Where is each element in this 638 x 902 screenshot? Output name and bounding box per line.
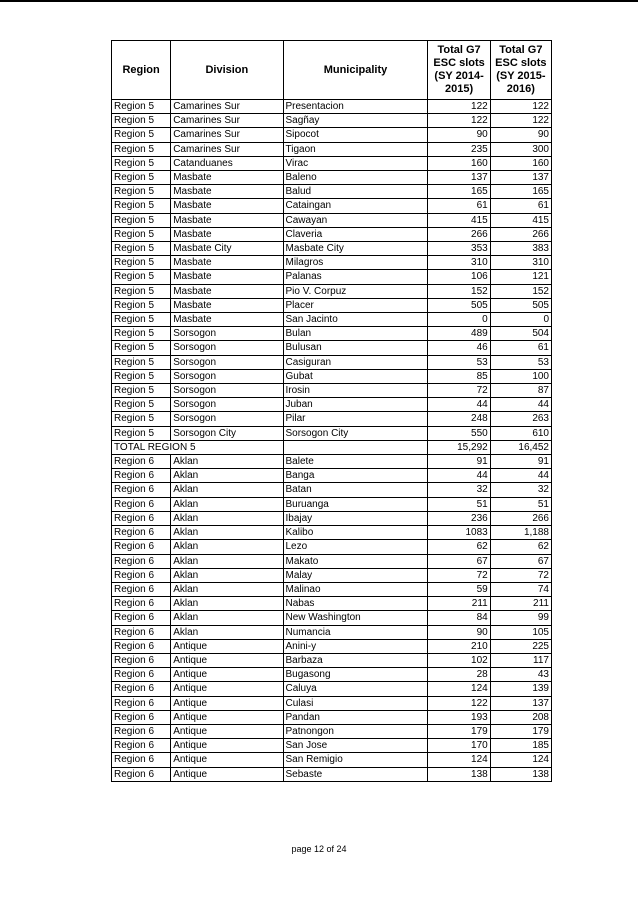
- region-cell: Region 6: [112, 554, 171, 568]
- municipality-cell: San Remigio: [283, 753, 428, 767]
- municipality-cell: Presentacion: [283, 100, 428, 114]
- header-division: Division: [171, 41, 283, 100]
- slots-2014-cell: 193: [428, 710, 490, 724]
- slots-2014-cell: 505: [428, 298, 490, 312]
- slots-2014-cell: 550: [428, 426, 490, 440]
- region-cell: Region 5: [112, 341, 171, 355]
- division-cell: Camarines Sur: [171, 114, 283, 128]
- division-cell: Antique: [171, 696, 283, 710]
- table-row: [112, 114, 552, 128]
- table-row: [112, 540, 552, 554]
- slots-2014-cell: 235: [428, 142, 490, 156]
- division-cell: Sorsogon: [171, 327, 283, 341]
- slots-2015-cell: 91: [490, 455, 551, 469]
- municipality-cell: Bulan: [283, 327, 428, 341]
- division-cell: Aklan: [171, 554, 283, 568]
- municipality-cell: Pilar: [283, 412, 428, 426]
- municipality-cell: Milagros: [283, 256, 428, 270]
- municipality-cell: Baleno: [283, 171, 428, 185]
- municipality-cell: Sipocot: [283, 128, 428, 142]
- slots-2015-cell: 263: [490, 412, 551, 426]
- slots-2015-cell: 610: [490, 426, 551, 440]
- table-row: [112, 171, 552, 185]
- slots-2014-cell: 353: [428, 242, 490, 256]
- slots-2015-cell: 124: [490, 753, 551, 767]
- division-cell: Camarines Sur: [171, 142, 283, 156]
- table-row: [112, 185, 552, 199]
- table-row: [112, 355, 552, 369]
- division-cell: Sorsogon: [171, 369, 283, 383]
- table-row: [112, 526, 552, 540]
- table-row: [112, 128, 552, 142]
- slots-2014-cell: 1083: [428, 526, 490, 540]
- division-cell: Aklan: [171, 540, 283, 554]
- slots-2015-cell: 62: [490, 540, 551, 554]
- division-cell: Antique: [171, 682, 283, 696]
- table-row: [112, 597, 552, 611]
- slots-2014-cell: 84: [428, 611, 490, 625]
- table-row: [112, 412, 552, 426]
- division-cell: Antique: [171, 653, 283, 667]
- region-cell: Region 5: [112, 327, 171, 341]
- region-cell: Region 5: [112, 100, 171, 114]
- slots-2015-cell: 139: [490, 682, 551, 696]
- slots-2015-cell: 99: [490, 611, 551, 625]
- slots-2015-cell: 415: [490, 213, 551, 227]
- header-slots-2014: Total G7 ESC slots (SY 2014-2015): [428, 41, 490, 100]
- region-cell: Region 6: [112, 639, 171, 653]
- table-row: [112, 369, 552, 383]
- slots-2015-cell: 121: [490, 270, 551, 284]
- division-cell: Antique: [171, 739, 283, 753]
- table-row: [112, 554, 552, 568]
- region-cell: Region 5: [112, 128, 171, 142]
- division-cell: Aklan: [171, 483, 283, 497]
- slots-2014-cell: 122: [428, 696, 490, 710]
- slots-2014-cell: 266: [428, 227, 490, 241]
- esc-slots-table: [111, 40, 552, 782]
- slots-2014-cell: 415: [428, 213, 490, 227]
- slots-2015-cell: 87: [490, 384, 551, 398]
- municipality-cell: Batan: [283, 483, 428, 497]
- slots-2015-cell: 310: [490, 256, 551, 270]
- region-cell: Region 6: [112, 710, 171, 724]
- division-cell: Antique: [171, 724, 283, 738]
- slots-2015-cell: 505: [490, 298, 551, 312]
- municipality-cell: Sagñay: [283, 114, 428, 128]
- slots-2014-cell: 137: [428, 171, 490, 185]
- slots-2014-cell: 44: [428, 398, 490, 412]
- region-cell: Region 5: [112, 284, 171, 298]
- slots-2014-cell: 90: [428, 625, 490, 639]
- municipality-cell: San Jacinto: [283, 313, 428, 327]
- municipality-cell: Kalibo: [283, 526, 428, 540]
- division-cell: Catanduanes: [171, 156, 283, 170]
- slots-2015-cell: 67: [490, 554, 551, 568]
- region-cell: Region 6: [112, 455, 171, 469]
- slots-2015-cell: 117: [490, 653, 551, 667]
- slots-2014-cell: 124: [428, 682, 490, 696]
- slots-2014-cell: 53: [428, 355, 490, 369]
- region-cell: Region 5: [112, 355, 171, 369]
- region-cell: Region 5: [112, 227, 171, 241]
- slots-2014-cell: 28: [428, 668, 490, 682]
- division-cell: Aklan: [171, 611, 283, 625]
- slots-2014-cell: 59: [428, 582, 490, 596]
- table-row: [112, 497, 552, 511]
- table-row: [112, 710, 552, 724]
- table-row: [112, 568, 552, 582]
- region-cell: Region 5: [112, 171, 171, 185]
- empty-cell: [283, 440, 428, 454]
- table-row: [112, 199, 552, 213]
- municipality-cell: Nabas: [283, 597, 428, 611]
- division-cell: Aklan: [171, 582, 283, 596]
- slots-2014-cell: 170: [428, 739, 490, 753]
- slots-2015-cell: 165: [490, 185, 551, 199]
- region-cell: Region 5: [112, 313, 171, 327]
- region-cell: Region 6: [112, 696, 171, 710]
- municipality-cell: Lezo: [283, 540, 428, 554]
- division-cell: Sorsogon: [171, 384, 283, 398]
- table-row: [112, 270, 552, 284]
- municipality-cell: Bugasong: [283, 668, 428, 682]
- region-cell: Region 5: [112, 213, 171, 227]
- division-cell: Antique: [171, 639, 283, 653]
- region-cell: Region 6: [112, 483, 171, 497]
- slots-2014-cell: 91: [428, 455, 490, 469]
- table-row: [112, 767, 552, 781]
- region-cell: Region 5: [112, 426, 171, 440]
- division-cell: Antique: [171, 710, 283, 724]
- municipality-cell: Cawayan: [283, 213, 428, 227]
- slots-2014-cell: 138: [428, 767, 490, 781]
- division-cell: Sorsogon: [171, 398, 283, 412]
- slots-2015-cell: 300: [490, 142, 551, 156]
- slots-2015-cell: 44: [490, 469, 551, 483]
- division-cell: Masbate: [171, 298, 283, 312]
- region-cell: Region 6: [112, 724, 171, 738]
- slots-2014-cell: 67: [428, 554, 490, 568]
- region-cell: Region 6: [112, 469, 171, 483]
- region-cell: Region 6: [112, 753, 171, 767]
- total-label-cell: TOTAL REGION 5: [112, 440, 284, 454]
- region-cell: Region 6: [112, 497, 171, 511]
- table-row: [112, 582, 552, 596]
- division-cell: Antique: [171, 753, 283, 767]
- municipality-cell: Sorsogon City: [283, 426, 428, 440]
- slots-2014-cell: 61: [428, 199, 490, 213]
- table-row: [112, 639, 552, 653]
- slots-2015-cell: 61: [490, 341, 551, 355]
- region-cell: Region 5: [112, 384, 171, 398]
- table-row: [112, 242, 552, 256]
- table-body: [112, 100, 552, 782]
- division-cell: Masbate City: [171, 242, 283, 256]
- slots-2015-cell: 16,452: [490, 440, 551, 454]
- division-cell: Masbate: [171, 227, 283, 241]
- slots-2014-cell: 62: [428, 540, 490, 554]
- municipality-cell: Pandan: [283, 710, 428, 724]
- region-cell: Region 5: [112, 142, 171, 156]
- slots-2015-cell: 61: [490, 199, 551, 213]
- municipality-cell: Banga: [283, 469, 428, 483]
- total-row: [112, 440, 552, 454]
- slots-2015-cell: 138: [490, 767, 551, 781]
- municipality-cell: Barbaza: [283, 653, 428, 667]
- table-row: [112, 213, 552, 227]
- municipality-cell: Patnongon: [283, 724, 428, 738]
- region-cell: Region 6: [112, 582, 171, 596]
- table-row: [112, 398, 552, 412]
- table-row: [112, 611, 552, 625]
- slots-2015-cell: 266: [490, 227, 551, 241]
- region-cell: Region 6: [112, 682, 171, 696]
- slots-2014-cell: 124: [428, 753, 490, 767]
- region-cell: Region 6: [112, 511, 171, 525]
- division-cell: Masbate: [171, 284, 283, 298]
- slots-2015-cell: 137: [490, 696, 551, 710]
- slots-2014-cell: 106: [428, 270, 490, 284]
- table-row: [112, 156, 552, 170]
- region-cell: Region 5: [112, 412, 171, 426]
- table-row: [112, 696, 552, 710]
- header-region: Region: [112, 41, 171, 100]
- municipality-cell: Claveria: [283, 227, 428, 241]
- table-row: [112, 668, 552, 682]
- table-row: [112, 384, 552, 398]
- slots-2015-cell: 211: [490, 597, 551, 611]
- slots-2014-cell: 72: [428, 568, 490, 582]
- slots-2015-cell: 0: [490, 313, 551, 327]
- slots-2015-cell: 160: [490, 156, 551, 170]
- division-cell: Masbate: [171, 270, 283, 284]
- region-cell: Region 6: [112, 568, 171, 582]
- division-cell: Aklan: [171, 597, 283, 611]
- division-cell: Aklan: [171, 625, 283, 639]
- page-number: page 12 of 24: [291, 844, 347, 854]
- division-cell: Sorsogon: [171, 412, 283, 426]
- municipality-cell: Caluya: [283, 682, 428, 696]
- region-cell: Region 6: [112, 625, 171, 639]
- division-cell: Masbate: [171, 313, 283, 327]
- slots-2015-cell: 1,188: [490, 526, 551, 540]
- municipality-cell: Gubat: [283, 369, 428, 383]
- slots-2014-cell: 152: [428, 284, 490, 298]
- table-header: [112, 41, 552, 100]
- region-cell: Region 6: [112, 668, 171, 682]
- municipality-cell: New Washington: [283, 611, 428, 625]
- slots-2015-cell: 185: [490, 739, 551, 753]
- municipality-cell: Irosin: [283, 384, 428, 398]
- division-cell: Masbate: [171, 199, 283, 213]
- slots-2014-cell: 236: [428, 511, 490, 525]
- division-cell: Masbate: [171, 213, 283, 227]
- slots-2014-cell: 489: [428, 327, 490, 341]
- slots-2014-cell: 210: [428, 639, 490, 653]
- municipality-cell: Numancia: [283, 625, 428, 639]
- division-cell: Aklan: [171, 511, 283, 525]
- slots-2014-cell: 102: [428, 653, 490, 667]
- municipality-cell: Balud: [283, 185, 428, 199]
- slots-2015-cell: 383: [490, 242, 551, 256]
- municipality-cell: Ibajay: [283, 511, 428, 525]
- municipality-cell: Placer: [283, 298, 428, 312]
- division-cell: Aklan: [171, 497, 283, 511]
- slots-2015-cell: 266: [490, 511, 551, 525]
- municipality-cell: Bulusan: [283, 341, 428, 355]
- region-cell: Region 5: [112, 185, 171, 199]
- slots-2014-cell: 122: [428, 100, 490, 114]
- slots-2015-cell: 44: [490, 398, 551, 412]
- region-cell: Region 5: [112, 369, 171, 383]
- slots-2015-cell: 105: [490, 625, 551, 639]
- municipality-cell: Palanas: [283, 270, 428, 284]
- slots-2015-cell: 100: [490, 369, 551, 383]
- slots-2014-cell: 51: [428, 497, 490, 511]
- slots-2015-cell: 51: [490, 497, 551, 511]
- slots-2014-cell: 211: [428, 597, 490, 611]
- division-cell: Camarines Sur: [171, 128, 283, 142]
- table-row: [112, 426, 552, 440]
- division-cell: Sorsogon: [171, 355, 283, 369]
- table-row: [112, 469, 552, 483]
- table-row: [112, 682, 552, 696]
- slots-2014-cell: 85: [428, 369, 490, 383]
- slots-2015-cell: 72: [490, 568, 551, 582]
- slots-2014-cell: 165: [428, 185, 490, 199]
- region-cell: Region 6: [112, 526, 171, 540]
- region-cell: Region 5: [112, 114, 171, 128]
- slots-2015-cell: 74: [490, 582, 551, 596]
- slots-2014-cell: 44: [428, 469, 490, 483]
- slots-2015-cell: 208: [490, 710, 551, 724]
- municipality-cell: Malinao: [283, 582, 428, 596]
- municipality-cell: Culasi: [283, 696, 428, 710]
- table-row: [112, 653, 552, 667]
- division-cell: Antique: [171, 668, 283, 682]
- slots-2014-cell: 122: [428, 114, 490, 128]
- slots-2015-cell: 122: [490, 114, 551, 128]
- table-row: [112, 483, 552, 497]
- table-row: [112, 753, 552, 767]
- region-cell: Region 6: [112, 611, 171, 625]
- region-cell: Region 6: [112, 653, 171, 667]
- division-cell: Camarines Sur: [171, 100, 283, 114]
- table-row: [112, 100, 552, 114]
- slots-2014-cell: 0: [428, 313, 490, 327]
- municipality-cell: Buruanga: [283, 497, 428, 511]
- slots-2015-cell: 90: [490, 128, 551, 142]
- slots-2014-cell: 46: [428, 341, 490, 355]
- slots-2015-cell: 32: [490, 483, 551, 497]
- slots-2014-cell: 310: [428, 256, 490, 270]
- region-cell: Region 6: [112, 739, 171, 753]
- table-row: [112, 455, 552, 469]
- division-cell: Aklan: [171, 526, 283, 540]
- region-cell: Region 5: [112, 199, 171, 213]
- header-slots-2015: Total G7 ESC slots (SY 2015-2016): [490, 41, 551, 100]
- table-row: [112, 227, 552, 241]
- slots-2014-cell: 15,292: [428, 440, 490, 454]
- region-cell: Region 6: [112, 767, 171, 781]
- region-cell: Region 5: [112, 156, 171, 170]
- region-cell: Region 5: [112, 270, 171, 284]
- division-cell: Sorsogon: [171, 341, 283, 355]
- slots-2015-cell: 137: [490, 171, 551, 185]
- slots-2015-cell: 53: [490, 355, 551, 369]
- table-row: [112, 724, 552, 738]
- division-cell: Aklan: [171, 455, 283, 469]
- slots-2014-cell: 32: [428, 483, 490, 497]
- table-row: [112, 256, 552, 270]
- table-row: [112, 284, 552, 298]
- municipality-cell: Tigaon: [283, 142, 428, 156]
- municipality-cell: Cataingan: [283, 199, 428, 213]
- division-cell: Aklan: [171, 469, 283, 483]
- municipality-cell: Masbate City: [283, 242, 428, 256]
- slots-2014-cell: 90: [428, 128, 490, 142]
- municipality-cell: Makato: [283, 554, 428, 568]
- slots-2014-cell: 248: [428, 412, 490, 426]
- slots-2014-cell: 72: [428, 384, 490, 398]
- municipality-cell: Balete: [283, 455, 428, 469]
- municipality-cell: Virac: [283, 156, 428, 170]
- table-row: [112, 327, 552, 341]
- table-row: [112, 739, 552, 753]
- region-cell: Region 5: [112, 298, 171, 312]
- table-row: [112, 298, 552, 312]
- region-cell: Region 5: [112, 256, 171, 270]
- slots-2015-cell: 122: [490, 100, 551, 114]
- header-municipality: Municipality: [283, 41, 428, 100]
- region-cell: Region 6: [112, 597, 171, 611]
- slots-2015-cell: 43: [490, 668, 551, 682]
- division-cell: Aklan: [171, 568, 283, 582]
- region-cell: Region 5: [112, 242, 171, 256]
- division-cell: Masbate: [171, 185, 283, 199]
- slots-2015-cell: 225: [490, 639, 551, 653]
- municipality-cell: Malay: [283, 568, 428, 582]
- municipality-cell: Anini-y: [283, 639, 428, 653]
- slots-2015-cell: 179: [490, 724, 551, 738]
- division-cell: Sorsogon City: [171, 426, 283, 440]
- division-cell: Antique: [171, 767, 283, 781]
- municipality-cell: Sebaste: [283, 767, 428, 781]
- slots-2014-cell: 179: [428, 724, 490, 738]
- municipality-cell: Casiguran: [283, 355, 428, 369]
- table-row: [112, 511, 552, 525]
- table-row: [112, 142, 552, 156]
- municipality-cell: Pio V. Corpuz: [283, 284, 428, 298]
- table-row: [112, 313, 552, 327]
- table-row: [112, 341, 552, 355]
- region-cell: Region 5: [112, 398, 171, 412]
- table-row: [112, 625, 552, 639]
- top-rule: [0, 0, 638, 2]
- division-cell: Masbate: [171, 256, 283, 270]
- slots-2015-cell: 152: [490, 284, 551, 298]
- municipality-cell: San Jose: [283, 739, 428, 753]
- division-cell: Masbate: [171, 171, 283, 185]
- slots-2014-cell: 160: [428, 156, 490, 170]
- municipality-cell: Juban: [283, 398, 428, 412]
- slots-2015-cell: 504: [490, 327, 551, 341]
- region-cell: Region 6: [112, 540, 171, 554]
